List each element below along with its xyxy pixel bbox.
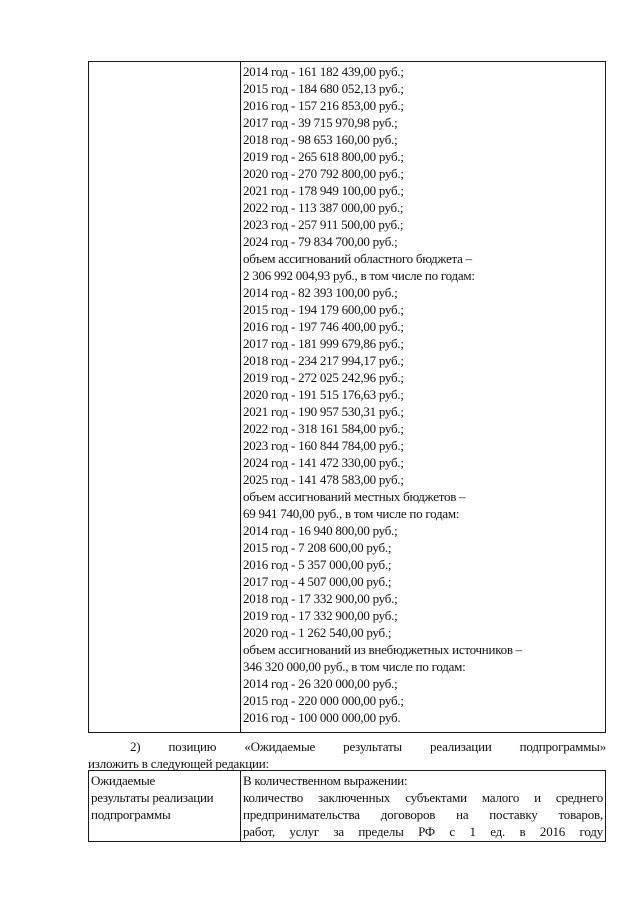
financing-line: 2020 год - 270 792 800,00 руб.;	[243, 166, 404, 181]
financing-line: 2025 год - 141 478 583,00 руб.;	[243, 472, 404, 487]
financing-line: 2024 год - 79 834 700,00 руб.;	[243, 234, 398, 249]
column-divider	[240, 62, 241, 732]
expected-results-text	[243, 772, 603, 840]
financing-line: 2017 год - 39 715 970,98 руб.;	[243, 115, 398, 130]
financing-line: 2016 год - 157 216 853,00 руб.;	[243, 98, 404, 113]
label-line: подпрограммы	[91, 807, 171, 822]
financing-line: 2015 год - 220 000 000,00 руб.;	[243, 693, 404, 708]
financing-line: 69 941 740,00 руб., в том числе по годам:	[243, 506, 460, 521]
financing-line: 346 320 000,00 руб., в том числе по годам:	[243, 659, 466, 674]
financing-line: 2017 год - 181 999 679,86 руб.;	[243, 336, 404, 351]
financing-line: 2021 год - 190 957 530,31 руб.;	[243, 404, 404, 419]
financing-line: 2021 год - 178 949 100,00 руб.;	[243, 183, 404, 198]
expected-results-label	[91, 772, 239, 823]
financing-line: 2018 год - 98 653 160,00 руб.;	[243, 132, 398, 147]
financing-line: 2017 год - 4 507 000,00 руб.;	[243, 574, 392, 589]
financing-line: 2014 год - 16 940 800,00 руб.;	[243, 523, 398, 538]
financing-line: 2019 год - 17 332 900,00 руб.;	[243, 608, 398, 623]
financing-line: 2023 год - 160 844 784,00 руб.;	[243, 438, 404, 453]
financing-line: 2016 год - 100 000 000,00 руб.	[243, 710, 401, 725]
financing-line: объем ассигнований из внебюджетных источников –	[243, 642, 523, 657]
financing-line: объем ассигнований местных бюджетов –	[243, 489, 466, 504]
financing-line: 2016 год - 5 357 000,00 руб.;	[243, 557, 392, 572]
financing-line: 2019 год - 265 618 800,00 руб.;	[243, 149, 404, 164]
financing-line: 2018 год - 17 332 900,00 руб.;	[243, 591, 398, 606]
paragraph-line-1: 2) позицию «Ожидаемые результаты реализации подпрограммы»	[130, 739, 606, 754]
label-line: результаты реализации	[91, 790, 214, 805]
amendment-paragraph	[88, 738, 606, 772]
result-line: работ, услуг за пределы РФ с 1 ед. в 2016 году	[243, 824, 603, 839]
financing-line: 2020 год - 1 262 540,00 руб.;	[243, 625, 392, 640]
financing-line: 2015 год - 184 680 052,13 руб.;	[243, 81, 404, 96]
financing-line: 2015 год - 194 179 600,00 руб.;	[243, 302, 404, 317]
financing-line: объем ассигнований областного бюджета –	[243, 251, 472, 266]
expected-results-table	[88, 770, 606, 842]
financing-line: 2024 год - 141 472 330,00 руб.;	[243, 455, 404, 470]
financing-line: 2014 год - 82 393 100,00 руб.;	[243, 285, 398, 300]
financing-line: 2015 год - 7 208 600,00 руб.;	[243, 540, 392, 555]
financing-line: 2014 год - 161 182 439,00 руб.;	[243, 64, 404, 79]
financing-line: 2019 год - 272 025 242,96 руб.;	[243, 370, 404, 385]
financing-line: 2022 год - 318 161 584,00 руб.;	[243, 421, 404, 436]
result-line: количество заключенных субъектами малого и среднего	[243, 790, 603, 805]
financing-line: 2018 год - 234 217 994,17 руб.;	[243, 353, 404, 368]
financing-lines	[243, 63, 603, 726]
label-line: Ожидаемые	[91, 773, 155, 788]
financing-line: 2020 год - 191 515 176,63 руб.;	[243, 387, 404, 402]
financing-line: 2022 год - 113 387 000,00 руб.;	[243, 200, 404, 215]
paragraph-line-2: изложить в следующей редакции:	[88, 756, 269, 771]
financing-line: 2014 год - 26 320 000,00 руб.;	[243, 676, 398, 691]
result-line: предпринимательства договоров на поставку товаров,	[243, 807, 603, 822]
result-line: В количественном выражении:	[243, 773, 408, 788]
column-divider	[240, 771, 241, 841]
financing-table-continuation	[88, 61, 606, 733]
financing-line: 2 306 992 004,93 руб., в том числе по годам:	[243, 268, 475, 283]
financing-line: 2016 год - 197 746 400,00 руб.;	[243, 319, 404, 334]
financing-line: 2023 год - 257 911 500,00 руб.;	[243, 217, 404, 232]
